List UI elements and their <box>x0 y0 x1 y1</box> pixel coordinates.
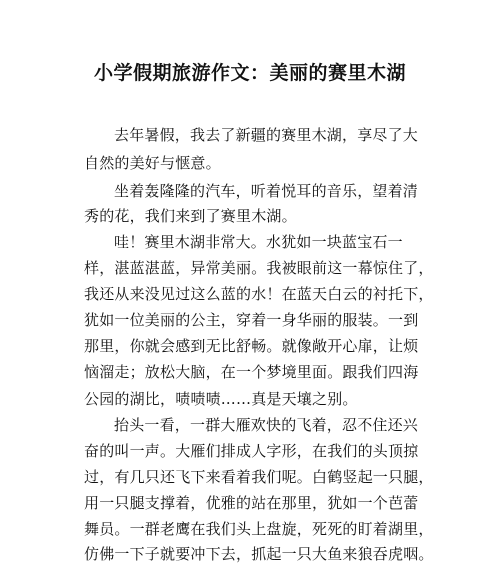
paragraph-line: 公园的湖比，啧啧啧……真是天壤之别。 <box>84 390 358 408</box>
paragraph-line: 过，有几只还飞下来看着我们呢。白鹤竖起一只腿， <box>84 468 434 486</box>
paragraph-line: 奋的叫一声。大雁们排成人字形，在我们的头顶掠 <box>84 442 419 460</box>
paragraph-line: 那里，你就会感到无比舒畅。就像敞开心扉，让烦 <box>84 337 419 355</box>
paragraph-line: 用一只腿支撑着，优雅的站在那里，犹如一个芭蕾 <box>84 494 419 512</box>
paragraph-line: 舞员。一群老鹰在我们头上盘旋，死死的盯着湖里， <box>84 520 434 538</box>
paragraph-line: 去年暑假，我去了新疆的赛里木湖，享尽了大 <box>114 126 419 144</box>
paragraph-line: 哇！赛里木湖非常大。水犹如一块蓝宝石一 <box>114 233 403 251</box>
paragraph-line: 秀的花，我们来到了赛里木湖。 <box>84 207 297 225</box>
paragraph-line: 恼溜走；放松大脑，在一个梦境里面。跟我们四海 <box>84 363 419 381</box>
paragraph-line: 抬头一看，一群大雁欢快的飞着，忍不住还兴 <box>114 416 419 434</box>
paragraph-line: 坐着轰隆隆的汽车，听着悦耳的音乐，望着清 <box>114 182 419 200</box>
paragraph-line: 我还从来没见过这么蓝的水！在蓝天白云的衬托下， <box>84 285 434 303</box>
paragraph-line: 犹如一位美丽的公主，穿着一身华丽的服装。一到 <box>84 311 419 329</box>
document-title: 小学假期旅游作文：美丽的赛里木湖 <box>93 62 406 84</box>
paragraph-line: 自然的美好与惬意。 <box>84 154 221 172</box>
paragraph-line: 仿佛一下子就要冲下去，抓起一只大鱼来狼吞虎咽。 <box>84 545 434 563</box>
paragraph-line: 样，湛蓝湛蓝，异常美丽。我被眼前这一幕惊住了， <box>84 259 434 277</box>
